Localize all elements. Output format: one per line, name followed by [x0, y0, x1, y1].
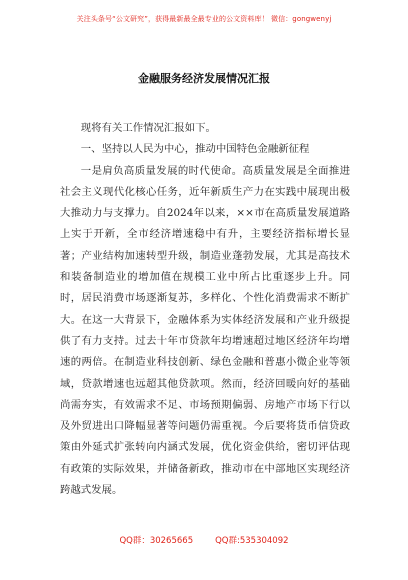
paragraph-intro: 现将有关工作情况汇报如下。 — [80, 122, 216, 134]
footer-contact — [0, 534, 408, 546]
document-title: 金融服务经济发展情况汇报 — [138, 72, 270, 85]
paragraph-content-1: 一是肩负高质量发展的时代使命。高质量发展是全面推进社会主义现代化核心任务，近年新质生产力在实践中展现出极大推动力与支撑力。自2024年以来，××市在高质量发展道路上实于开新，全市经济增速稳中有升，主要经济指标增长显著；产业结构加速转型升级，制造业蓬勃发展，尤其是高技术和装备制造业的增加值在规模工业中所占比重逐步上升。同时，居民消费市场逐渐复苏，多样化、个性化消费需求不断扩大。在这一大背景下，金融体系为实体经济发展和产业升级提供了有力支持。过去十年市贷款年均增速超过地区经济年均增速的两倍。在制造业科技创新、绿色金融和普惠小微企业等领域，贷款增速也远超其他贷款项。然而，经济回暖向好的基础尚需夯实，有效需求不足、市场预期偏弱、房地产市场下行以及外贸进出口降幅显著等问题仍需重视。今后要将货币信贷政策由外延式扩张转向内涵式发展，优化资金供给，密切评估现有政策的实际效果，并储备新政，推动市在中部地区实现经济跨越式发展。 — [60, 164, 350, 497]
qq-group-2: QQ群:535304092 — [215, 536, 289, 546]
document-body — [60, 118, 350, 501]
promo-banner: 关注头条号“公文研究”，获得最新最全最专业的公文资料库！ 微信：gongwenyj — [76, 15, 332, 23]
qq-group-1: QQ群：30265665 — [119, 536, 194, 546]
paragraph-heading-1: 一、坚持以人民为中心，推动中国特色金融新征程 — [80, 143, 310, 156]
